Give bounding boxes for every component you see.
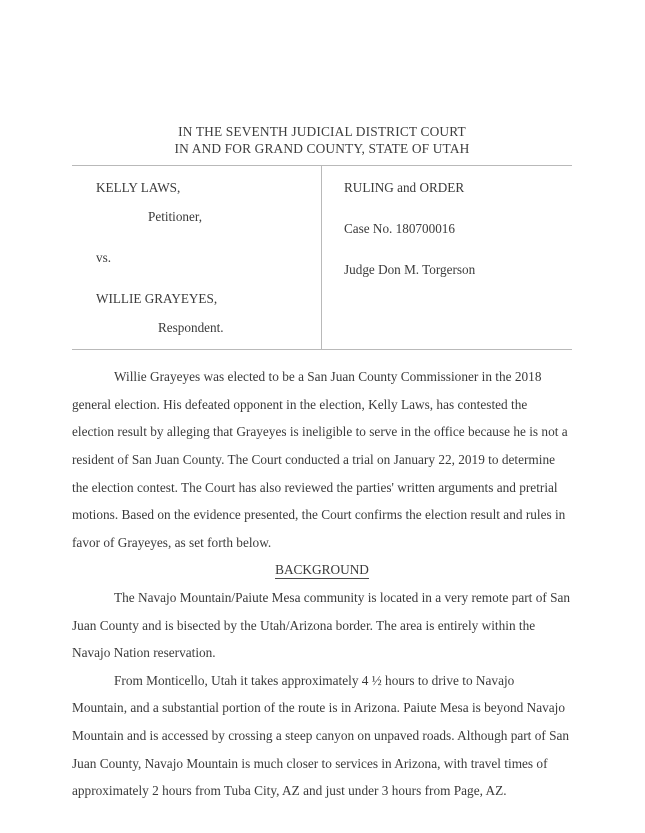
background-heading xyxy=(72,556,572,584)
petitioner-name: KELLY LAWS, xyxy=(96,180,181,196)
intro-paragraph xyxy=(72,363,572,556)
court-heading-line-2: IN AND FOR GRAND COUNTY, STATE OF UTAH xyxy=(174,140,470,156)
versus-label: vs. xyxy=(96,250,112,266)
petitioner-role: Petitioner, xyxy=(148,209,203,225)
intro-paragraph-text: Willie Grayeyes was elected to be a San Juan County Commissioner in the 2018 general election. His defeated opponent in the election, Kelly Laws, has contested the election result by alleging that Grayeyes is ineligible to serve in the office because he is not a resident of San Juan County. The Court conducted a trial on January 22, 2019 to determine the election contest. The Court has also reviewed the parties' written arguments and pretrial motions. Based on the evidence presented, the Court confirms the election result and rules in favor of Grayeyes, as set forth below. xyxy=(72,369,568,550)
background-paragraph-2 xyxy=(72,667,572,805)
judge-name: Judge Don M. Torgerson xyxy=(344,262,476,278)
caption-order-column xyxy=(322,166,572,349)
background-paragraph-2-text: From Monticello, Utah it takes approximately 4 ½ hours to drive to Navajo Mountain, and a substantial portion of the route is in Arizona. Paiute Mesa is beyond Navajo Mountain and is accessed by crossing a steep canyon on unpaved roads. Although part of San Juan County, Navajo Mountain is much closer to services in Arizona, with travel times of approximately 2 hours from Tuba City, AZ and just under 3 hours from Page, AZ. xyxy=(72,672,570,799)
respondent-name: WILLIE GRAYEYES, xyxy=(96,291,218,307)
order-title: RULING and ORDER xyxy=(344,180,465,196)
respondent-role: Respondent. xyxy=(158,320,224,336)
court-heading xyxy=(72,124,572,157)
caption-parties-column xyxy=(72,166,322,349)
court-heading-line-1: IN THE SEVENTH JUDICIAL DISTRICT COURT xyxy=(178,124,466,139)
case-caption-table xyxy=(72,165,572,350)
background-heading-text: BACKGROUND xyxy=(275,562,369,578)
case-number: Case No. 180700016 xyxy=(344,221,455,237)
background-paragraph-1-text: The Navajo Mountain/Paiute Mesa community is located in a very remote part of San Juan County and is bisected by the Utah/Arizona border. The area is entirely within the Navajo Nation reservation. xyxy=(72,589,571,661)
document-body xyxy=(72,124,572,805)
background-paragraph-1 xyxy=(72,584,572,667)
